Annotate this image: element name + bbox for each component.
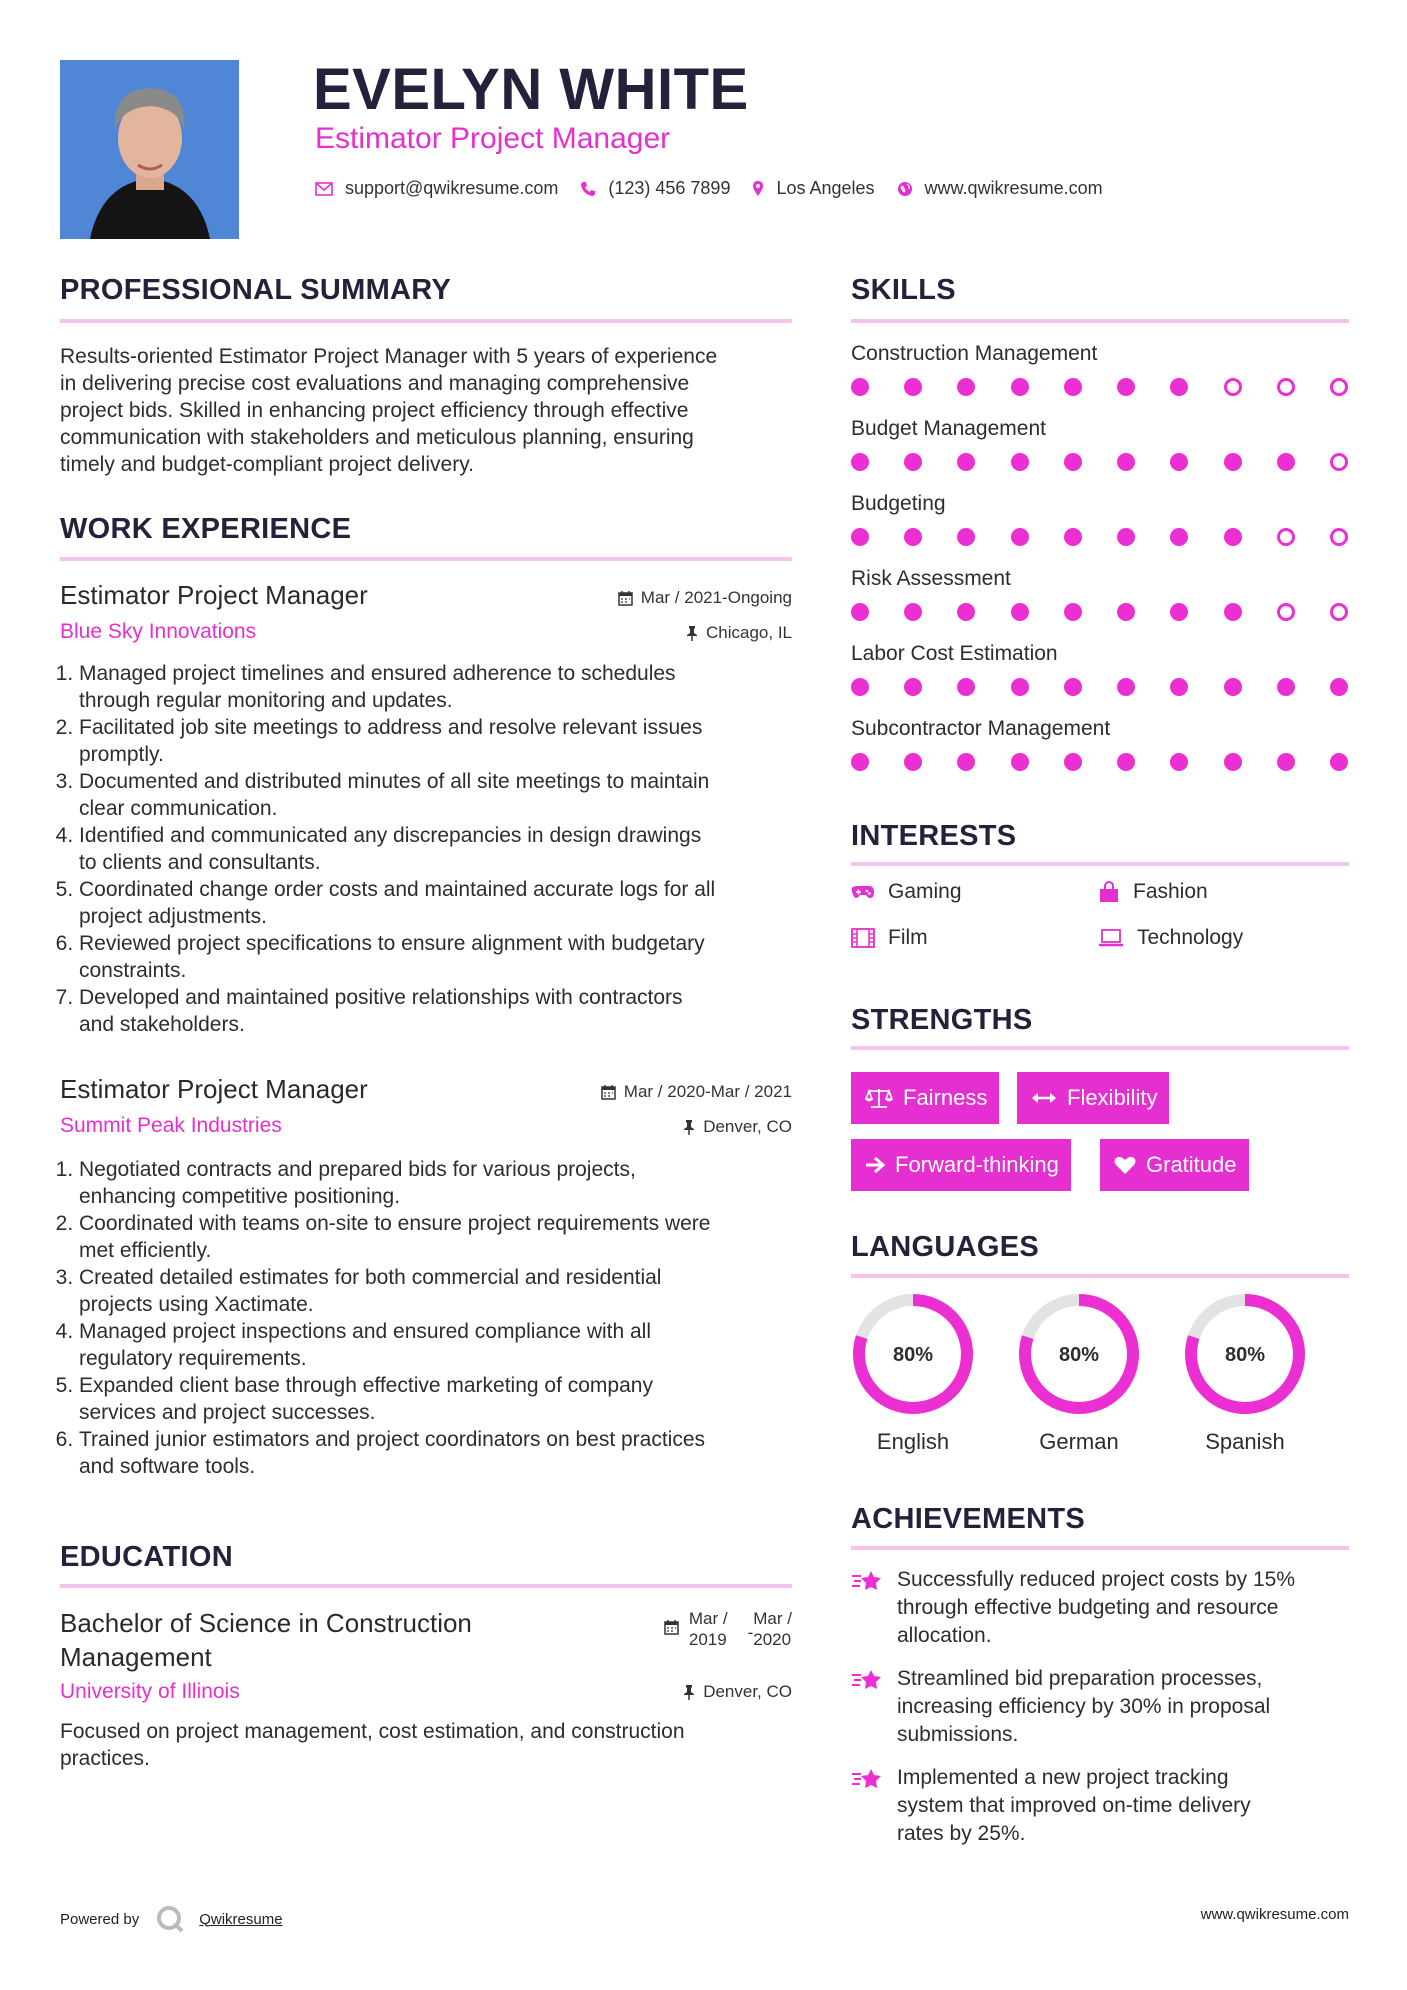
contact-phone[interactable] — [580, 178, 730, 199]
rating-dot-filled — [851, 678, 869, 696]
rating-dot-filled — [1117, 528, 1135, 546]
rating-dot-filled — [1330, 678, 1348, 696]
rating-dot-empty — [1277, 378, 1295, 396]
phone-icon — [580, 181, 596, 197]
contact-bar — [315, 178, 1125, 199]
qwikresume-logo-icon — [155, 1904, 185, 1934]
contact-location — [752, 178, 874, 199]
rating-dot-empty — [1224, 378, 1242, 396]
rating-dot-filled — [1117, 453, 1135, 471]
rating-dot-filled — [1117, 753, 1135, 771]
website-text: www.qwikresume.com — [924, 178, 1103, 198]
school-name: University of Illinois — [60, 1680, 240, 1703]
rating-dot-filled — [1224, 528, 1242, 546]
rating-dot-filled — [1170, 753, 1188, 771]
end-date: Mar / 2020 — [753, 1609, 792, 1649]
rating-dot-filled — [1064, 603, 1082, 621]
achievement-text: Streamlined bid preparation processes, increasing efficiency by 30% in proposal submissions. — [897, 1667, 1271, 1746]
interests-list — [851, 880, 1349, 970]
job-dates — [601, 1082, 792, 1102]
skill-item — [851, 342, 1349, 417]
job-bullets — [60, 660, 792, 1038]
pushpin-icon — [683, 1684, 695, 1700]
skill-name: Labor Cost Estimation — [851, 642, 1058, 665]
rating-dot-filled — [1011, 678, 1029, 696]
rating-dot-empty — [1277, 603, 1295, 621]
degree-title: Bachelor of Science in Construction Management — [60, 1608, 472, 1672]
rating-dot-filled — [1224, 603, 1242, 621]
summary-heading: PROFESSIONAL SUMMARY — [60, 274, 452, 306]
rating-dot-filled — [904, 528, 922, 546]
job-bullet: 3. Documented and distributed minutes of all site meetings to maintain clear communication. — [79, 768, 792, 822]
skill-item — [851, 642, 1349, 717]
language-name: English — [876, 1429, 950, 1454]
calendar-icon — [618, 590, 633, 606]
shooting-star-icon — [851, 1667, 885, 1693]
envelope-icon — [315, 182, 333, 196]
language-progress-ring — [1183, 1292, 1307, 1416]
summary-text — [60, 343, 792, 478]
strengths-heading: STRENGTHS — [851, 1004, 1033, 1036]
rating-dot-filled — [957, 753, 975, 771]
rating-dot-filled — [851, 453, 869, 471]
skill-rating — [851, 678, 1348, 696]
rating-dot-filled — [957, 378, 975, 396]
rating-dot-filled — [1117, 603, 1135, 621]
strengths-rule — [851, 1046, 1349, 1050]
rating-dot-filled — [957, 528, 975, 546]
achievement-item — [851, 1665, 1349, 1749]
rating-dot-filled — [904, 453, 922, 471]
job-bullet: 4. Identified and communicated any discrepancies in design drawings to clients and consultants. — [79, 822, 792, 876]
rating-dot-filled — [904, 678, 922, 696]
rating-dot-filled — [957, 603, 975, 621]
job-location-text: Denver, CO — [703, 1117, 792, 1136]
education-entry — [60, 1606, 792, 1776]
rating-dot-filled — [1277, 753, 1295, 771]
language-percent: 80% — [1224, 1344, 1266, 1366]
rating-dot-filled — [1064, 453, 1082, 471]
job-entry — [60, 1074, 792, 1480]
job-bullet: 6. Reviewed project specifications to ensure alignment with budgetary constraints. — [79, 930, 792, 984]
job-bullet: 2. Coordinated with teams on-site to ensure project requirements were met efficiently. — [79, 1210, 792, 1264]
rating-dot-empty — [1330, 378, 1348, 396]
achievement-text: Successfully reduced project costs by 15% through effective budgeting and resource allocation. — [897, 1568, 1296, 1647]
rating-dot-empty — [1330, 453, 1348, 471]
education-description: Focused on project management, cost estimation, and construction practices. — [60, 1720, 685, 1770]
summary-line: project bids. Skilled in enhancing project efficiency through effective — [60, 399, 689, 422]
skill-item — [851, 717, 1349, 792]
achievement-text: Implemented a new project tracking system that improved on-time delivery rates by 25%. — [897, 1766, 1251, 1845]
rating-dot-filled — [851, 753, 869, 771]
strengths-list — [851, 1072, 1349, 1196]
start-date: Mar / 2019 — [688, 1609, 728, 1649]
pushpin-icon — [683, 1119, 695, 1135]
summary-line: in delivering precise cost evaluations and managing comprehensive — [60, 372, 690, 395]
job-location — [686, 623, 792, 643]
rating-dot-filled — [1170, 453, 1188, 471]
skill-item — [851, 492, 1349, 567]
experience-heading: WORK EXPERIENCE — [60, 513, 352, 545]
rating-dot-filled — [1170, 678, 1188, 696]
interest-item: Gaming — [851, 880, 962, 904]
languages-list — [851, 1292, 1349, 1462]
language-progress-ring — [1017, 1292, 1141, 1416]
interests-heading: INTERESTS — [851, 820, 1017, 852]
brand-link[interactable]: Qwikresume — [199, 1910, 283, 1928]
summary-line: Results-oriented Estimator Project Manager with 5 years of experience — [60, 345, 718, 368]
strength-badge: Flexibility — [1017, 1072, 1169, 1124]
achievements-list — [851, 1566, 1349, 1863]
rating-dot-filled — [1064, 753, 1082, 771]
summary-rule — [60, 319, 792, 323]
job-location — [683, 1117, 792, 1137]
summary-line: timely and budget-compliant project delivery. — [60, 453, 474, 476]
skill-rating — [851, 378, 1348, 396]
candidate-name: EVELYN WHITE — [313, 57, 749, 122]
shooting-star-icon — [851, 1766, 885, 1792]
achievement-item — [851, 1764, 1349, 1848]
rating-dot-filled — [1011, 753, 1029, 771]
rating-dot-filled — [957, 453, 975, 471]
rating-dot-filled — [1224, 453, 1242, 471]
heart-icon — [1114, 1155, 1136, 1175]
language-name: Spanish — [1205, 1429, 1285, 1454]
job-entry — [60, 580, 792, 1038]
language-item — [1183, 1292, 1307, 1455]
education-dates — [664, 1608, 792, 1650]
shopping-bag-icon — [1098, 881, 1120, 903]
rating-dot-empty — [1330, 603, 1348, 621]
skill-rating — [851, 453, 1348, 471]
rating-dot-filled — [1170, 603, 1188, 621]
map-pin-icon — [752, 180, 764, 197]
achievements-heading: ACHIEVEMENTS — [851, 1503, 1086, 1535]
rating-dot-filled — [904, 378, 922, 396]
language-percent: 80% — [1058, 1344, 1100, 1366]
job-company: Blue Sky Innovations — [60, 620, 257, 643]
skill-item — [851, 567, 1349, 642]
arrows-horizontal-icon — [1031, 1091, 1057, 1105]
skill-rating — [851, 753, 1348, 771]
job-bullet: 5. Coordinated change order costs and maintained accurate logs for all project adjustments. — [79, 876, 792, 930]
skill-rating — [851, 603, 1348, 621]
rating-dot-filled — [1224, 678, 1242, 696]
job-bullet: 4. Managed project inspections and ensured compliance with all regulatory requirements. — [79, 1318, 792, 1372]
contact-website[interactable] — [897, 178, 1103, 199]
rating-dot-filled — [904, 753, 922, 771]
job-bullet: 3. Created detailed estimates for both commercial and residential projects using Xactimate. — [79, 1264, 792, 1318]
skill-item — [851, 417, 1349, 492]
job-bullet: 5. Expanded client base through effective marketing of company services and project successes. — [79, 1372, 792, 1426]
job-bullet: 2. Facilitated job site meetings to address and resolve relevant issues promptly. — [79, 714, 792, 768]
balance-scale-icon — [865, 1087, 893, 1109]
rating-dot-filled — [1011, 453, 1029, 471]
rating-dot-filled — [1170, 528, 1188, 546]
rating-dot-filled — [1224, 753, 1242, 771]
experience-rule — [60, 557, 792, 561]
languages-heading: LANGUAGES — [851, 1231, 1039, 1263]
powered-by-label: Powered by — [60, 1910, 140, 1928]
skill-name: Subcontractor Management — [851, 717, 1111, 740]
date-dash: - — [747, 1623, 754, 1642]
rating-dot-filled — [1064, 378, 1082, 396]
summary-line: communication with stakeholders and meticulous planning, ensuring — [60, 426, 694, 449]
skills-heading: SKILLS — [851, 274, 956, 306]
language-percent: 80% — [892, 1344, 934, 1366]
job-bullet: 6. Trained junior estimators and project coordinators on best practices and software tools. — [79, 1426, 792, 1480]
candidate-title: Estimator Project Manager — [315, 122, 671, 155]
rating-dot-empty — [1330, 528, 1348, 546]
pushpin-icon — [686, 625, 698, 641]
job-title: Estimator Project Manager — [60, 1074, 368, 1104]
language-item — [851, 1292, 975, 1455]
calendar-icon — [664, 1619, 679, 1635]
skill-name: Budget Management — [851, 417, 1046, 440]
job-title: Estimator Project Manager — [60, 580, 368, 610]
rating-dot-filled — [1064, 678, 1082, 696]
rating-dot-filled — [851, 378, 869, 396]
profile-photo — [60, 60, 239, 239]
job-dates-text: Mar / 2021-Ongoing — [640, 588, 792, 607]
rating-dot-empty — [1277, 528, 1295, 546]
job-company: Summit Peak Industries — [60, 1114, 282, 1137]
location-text: Los Angeles — [776, 178, 875, 198]
strength-badge: Fairness — [851, 1072, 999, 1124]
rating-dot-filled — [851, 528, 869, 546]
rating-dot-filled — [1277, 678, 1295, 696]
rating-dot-filled — [1011, 603, 1029, 621]
strength-badge: Forward-thinking — [851, 1139, 1071, 1191]
calendar-icon — [601, 1084, 616, 1100]
rating-dot-filled — [1011, 528, 1029, 546]
skills-list — [851, 342, 1349, 792]
rating-dot-filled — [1117, 378, 1135, 396]
shooting-star-icon — [851, 1568, 885, 1594]
rating-dot-filled — [904, 603, 922, 621]
achievement-item — [851, 1566, 1349, 1650]
arrow-right-icon — [865, 1156, 885, 1174]
languages-rule — [851, 1274, 1349, 1278]
job-bullets — [60, 1156, 792, 1480]
skill-name: Budgeting — [851, 492, 946, 515]
film-icon — [851, 928, 875, 948]
footer-site[interactable]: www.qwikresume.com — [1200, 1906, 1349, 1923]
contact-email[interactable] — [315, 178, 558, 199]
gamepad-icon — [851, 884, 875, 900]
job-dates-text: Mar / 2020-Mar / 2021 — [623, 1082, 792, 1101]
language-item — [1017, 1292, 1141, 1455]
skill-name: Construction Management — [851, 342, 1098, 365]
interest-item: Fashion — [1098, 880, 1208, 904]
skills-rule — [851, 319, 1349, 323]
job-location-text: Chicago, IL — [706, 623, 792, 642]
education-heading: EDUCATION — [60, 1541, 233, 1573]
rating-dot-filled — [851, 603, 869, 621]
job-dates — [618, 588, 792, 608]
interests-rule — [851, 862, 1349, 866]
interest-item: Technology — [1098, 926, 1243, 950]
achievements-rule — [851, 1546, 1349, 1550]
skill-name: Risk Assessment — [851, 567, 1011, 590]
rating-dot-filled — [1330, 753, 1348, 771]
rating-dot-filled — [957, 678, 975, 696]
globe-icon — [897, 181, 913, 197]
language-progress-ring — [851, 1292, 975, 1416]
job-bullet: 1. Managed project timelines and ensured adherence to schedules through regular monitoring and updates. — [79, 660, 792, 714]
language-name: German — [1039, 1429, 1119, 1454]
email-text: support@qwikresume.com — [345, 178, 559, 198]
interest-item: Film — [851, 926, 928, 950]
education-location: Denver, CO — [683, 1682, 792, 1702]
skill-rating — [851, 528, 1348, 546]
rating-dot-filled — [1011, 378, 1029, 396]
rating-dot-filled — [1064, 528, 1082, 546]
footer-powered-by — [60, 1904, 283, 1934]
rating-dot-filled — [1277, 453, 1295, 471]
rating-dot-filled — [1117, 678, 1135, 696]
strength-badge: Gratitude — [1100, 1139, 1249, 1191]
laptop-icon — [1098, 929, 1124, 947]
phone-text: (123) 456 7899 — [608, 178, 731, 198]
education-rule — [60, 1584, 792, 1588]
rating-dot-filled — [1170, 378, 1188, 396]
job-bullet: 1. Negotiated contracts and prepared bids for various projects, enhancing competitive positioning. — [79, 1156, 792, 1210]
job-bullet: 7. Developed and maintained positive relationships with contractors and stakeholders. — [79, 984, 792, 1038]
